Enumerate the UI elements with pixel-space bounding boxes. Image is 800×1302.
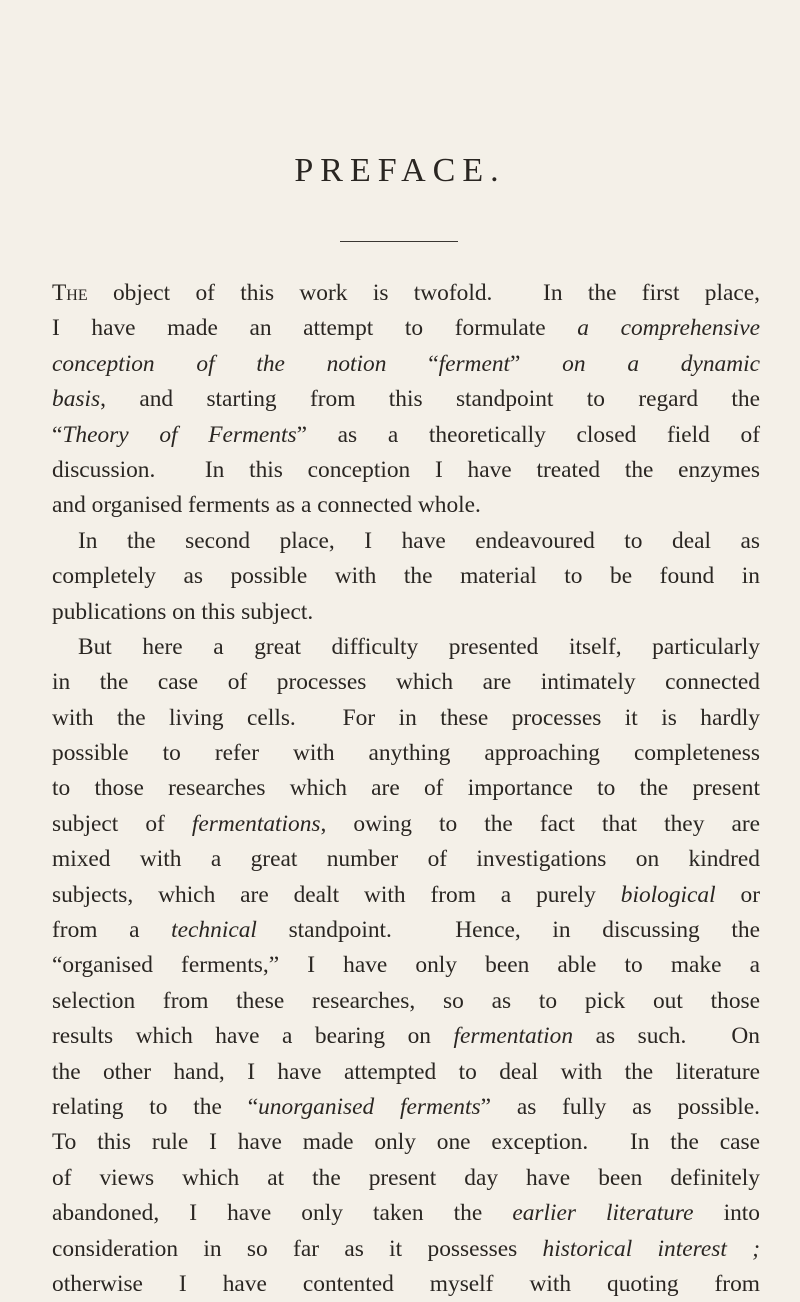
text-line: But here a great difficulty presented itself, particularly [78, 633, 760, 660]
text-line: subject of fermentations, owing to the fact that they are [52, 810, 761, 837]
text-line: possible to refer with anything approaching completeness [52, 740, 760, 767]
text-line: abandoned, I have only taken the earlier literature into [52, 1200, 760, 1227]
text-line: mixed with a great number of investigations on kindred [52, 846, 760, 873]
text-line: publications on this subject. [52, 598, 314, 625]
text-line: with the living cells. For in these processes it is hardly [52, 704, 760, 731]
text-line: relating to the “unorganised ferments” as fully as possible. [52, 1093, 760, 1120]
text-line: selection from these researches, so as to pick out those [52, 987, 760, 1014]
text-line: discussion. In this conception I have treated the enzymes [52, 456, 760, 483]
text-line: consideration in so far as it possesses historical interest ; [52, 1235, 760, 1262]
text-line: I have made an attempt to formulate a comprehensive [52, 315, 760, 342]
text-line: conception of the notion “ferment” on a dynamic [52, 350, 761, 377]
text-line: of views which at the present day have been definitely [52, 1164, 760, 1191]
text-line: completely as possible with the material to be found in [52, 563, 760, 590]
text-line: to those researches which are of importance to the present [52, 775, 760, 802]
text-line: In the second place, I have endeavoured to deal as [78, 527, 760, 554]
page-heading: PREFACE. [294, 152, 506, 189]
text-line: The object of this work is twofold. In the first place, [52, 280, 760, 306]
text-line: subjects, which are dealt with from a purely biological or [52, 881, 760, 908]
text-line: To this rule I have made only one exception. In the case [52, 1129, 760, 1156]
text-line: in the case of processes which are intimately connected [52, 669, 760, 696]
text-line: basis, and starting from this standpoint to regard the [52, 386, 760, 413]
text-line: and organised ferments as a connected whole. [52, 492, 481, 519]
text-line: from a technical standpoint. Hence, in discussing the [52, 917, 760, 944]
heading-rule [340, 241, 458, 242]
text-line: “organised ferments,” I have only been able to make a [52, 952, 760, 979]
preface-body [52, 276, 760, 1302]
text-line: “Theory of Ferments” as a theoretically closed field of [52, 421, 761, 448]
text-line: results which have a bearing on fermentation as such. On [52, 1023, 760, 1050]
text-line: the other hand, I have attempted to deal with the literature [52, 1058, 760, 1085]
text-line: otherwise I have contented myself with quoting from [52, 1270, 760, 1297]
